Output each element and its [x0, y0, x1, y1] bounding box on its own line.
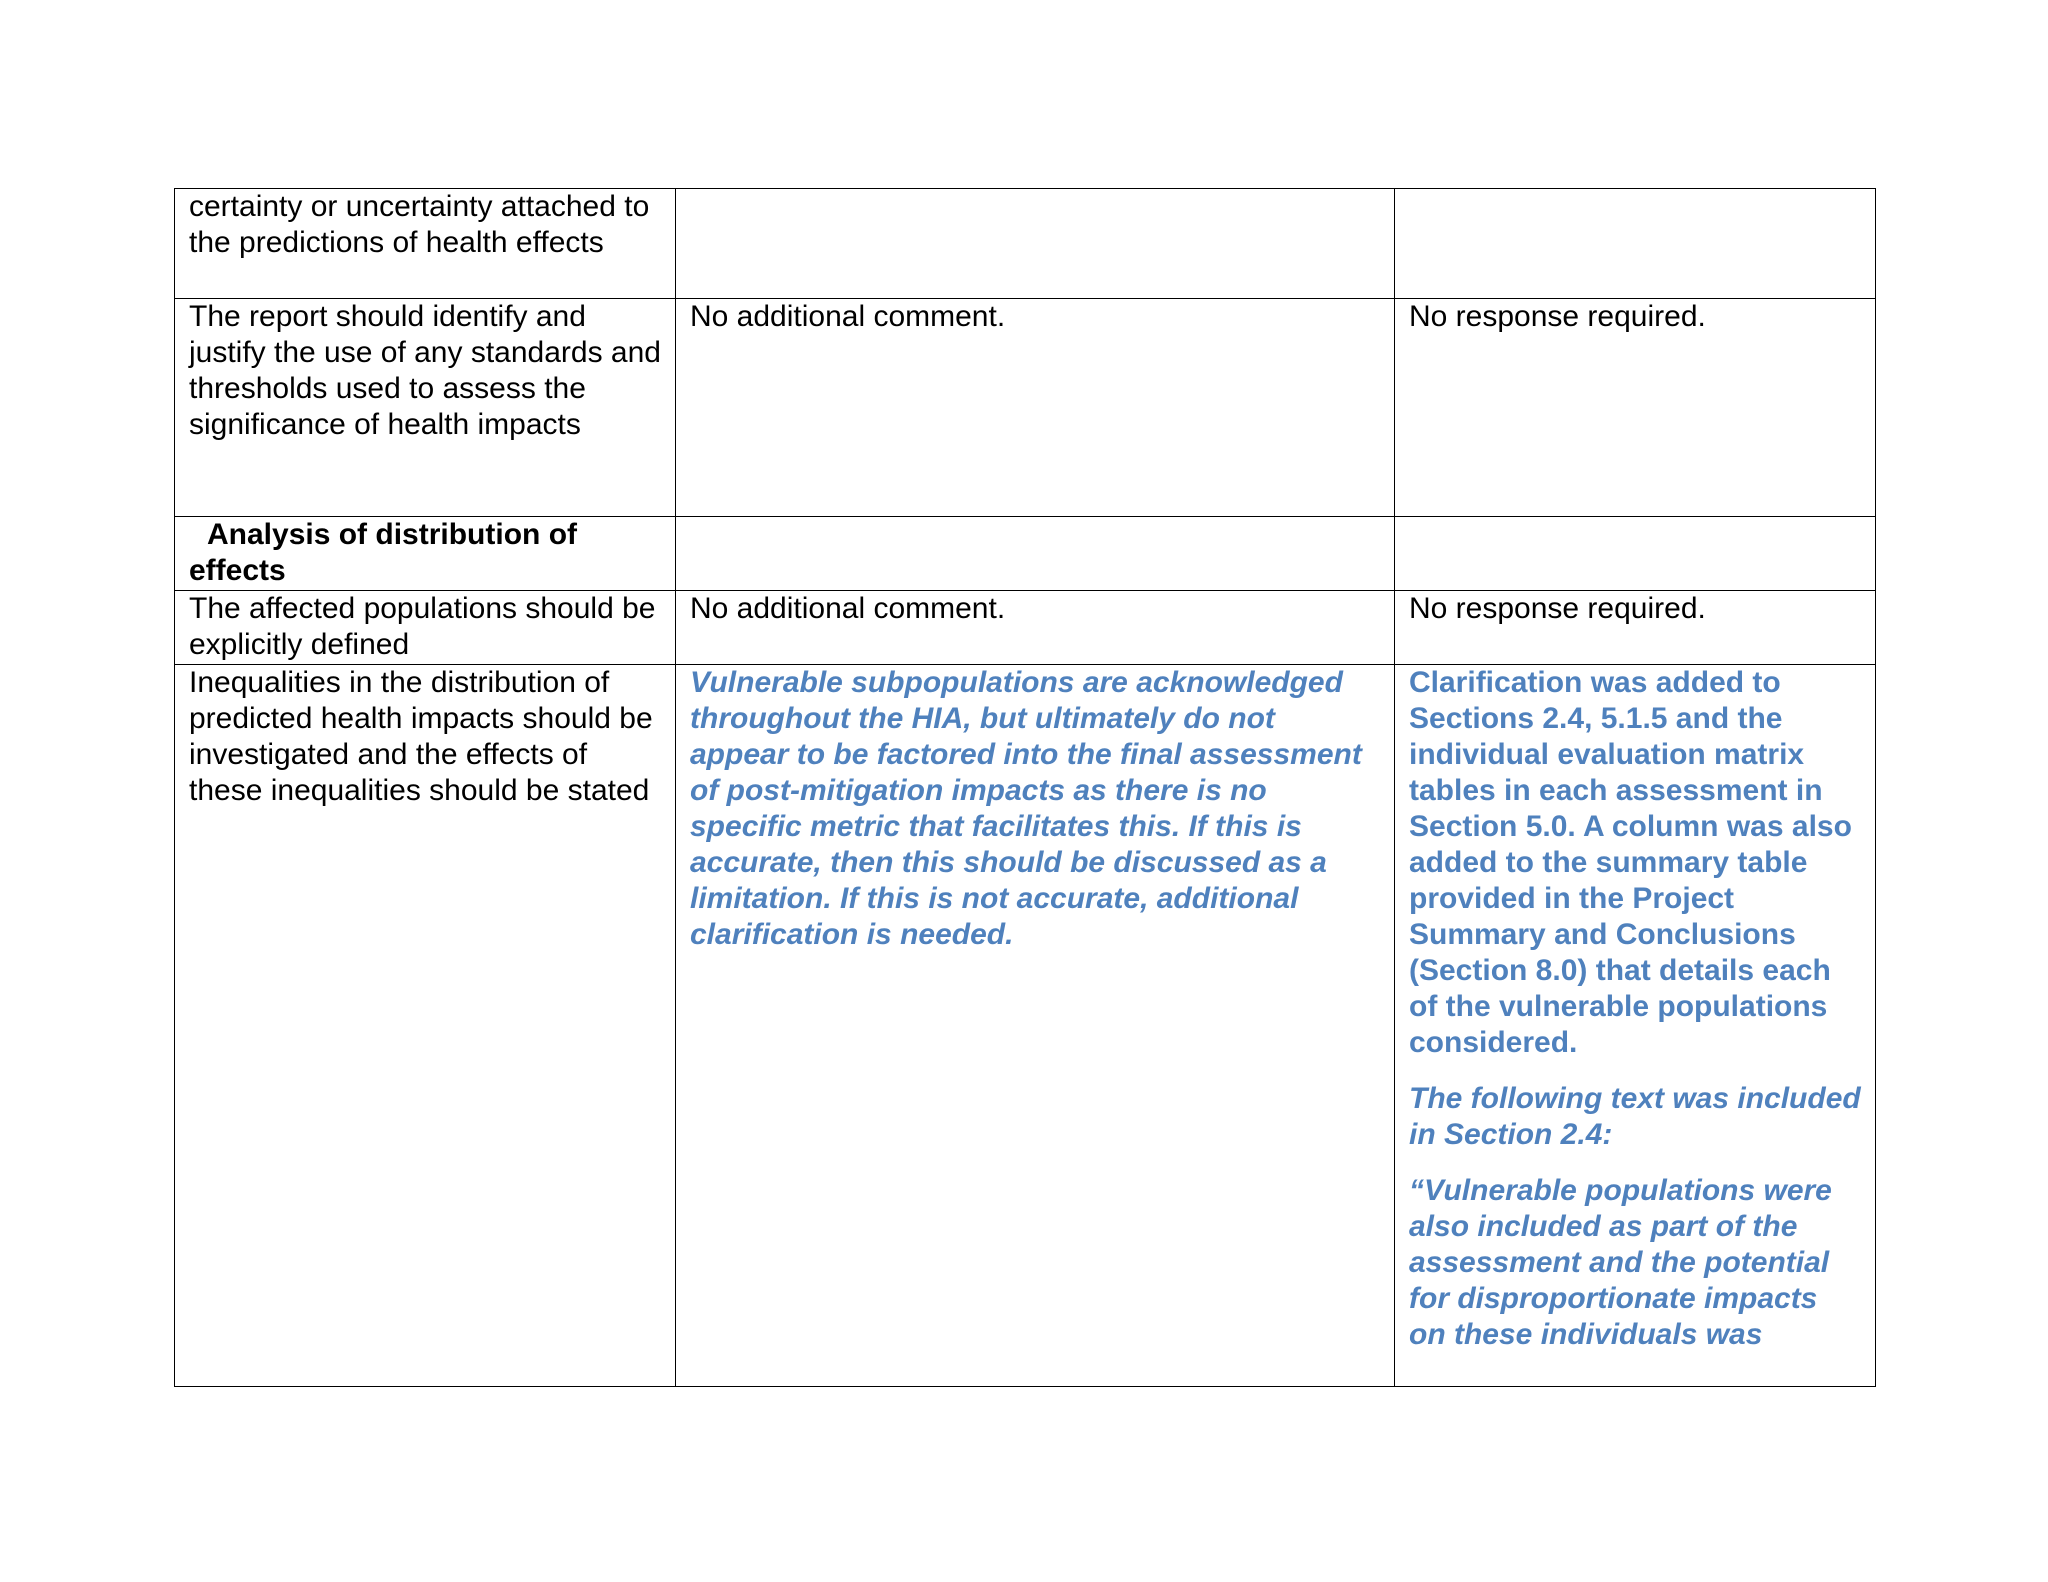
comment-cell-empty: [676, 517, 1395, 591]
table-row: [175, 299, 1876, 517]
response-paragraph: Clarification was added to Sections 2.4, 5.1.5 and the individual evaluation matrix tables in each assessment in Section 5.0. A column was also added to the summary table provided in the Project Summary and Conclusions (Section 8.0) that details each of the vulnerable populations considered.: [1409, 666, 1852, 1059]
comment-cell: No additional comment.: [676, 591, 1395, 665]
response-cell: No response required.: [1395, 299, 1876, 517]
comment-cell: Vulnerable subpopulations are acknowledged throughout the HIA, but ultimately do not appear to be factored into the final assessment of post-mitigation impacts as there is no specific metric that facilitates this. If this is accurate, then this should be discussed as a limitation. If this is not accurate, additional clarification is needed.: [676, 665, 1395, 1387]
criterion-cell: Inequalities in the distribution of predicted health impacts should be investigated and the effects of these inequalities should be stated: [175, 665, 676, 1387]
table-row: [175, 189, 1876, 299]
section-heading-cell: Analysis of distribution of effects: [175, 517, 676, 591]
table-row: [175, 591, 1876, 665]
review-comments-table: [174, 188, 1876, 1387]
response-quote: “Vulnerable populations were also included as part of the assessment and the potential for disproportionate impacts on these individuals was: [1409, 1174, 1832, 1351]
table-row: [175, 517, 1876, 591]
comment-cell: No additional comment.: [676, 299, 1395, 517]
response-cell-empty: [1395, 517, 1876, 591]
comment-cell: [676, 189, 1395, 299]
criterion-cell: The report should identify and justify the use of any standards and thresholds used to assess the significance of health impacts: [175, 299, 676, 517]
table-row: [175, 665, 1876, 1387]
response-cell: [1395, 189, 1876, 299]
criterion-cell: certainty or uncertainty attached to the predictions of health effects: [175, 189, 676, 299]
criterion-cell: The affected populations should be explicitly defined: [175, 591, 676, 665]
response-paragraph: The following text was included in Section 2.4:: [1409, 1082, 1861, 1151]
response-cell: [1395, 665, 1876, 1387]
response-cell: No response required.: [1395, 591, 1876, 665]
